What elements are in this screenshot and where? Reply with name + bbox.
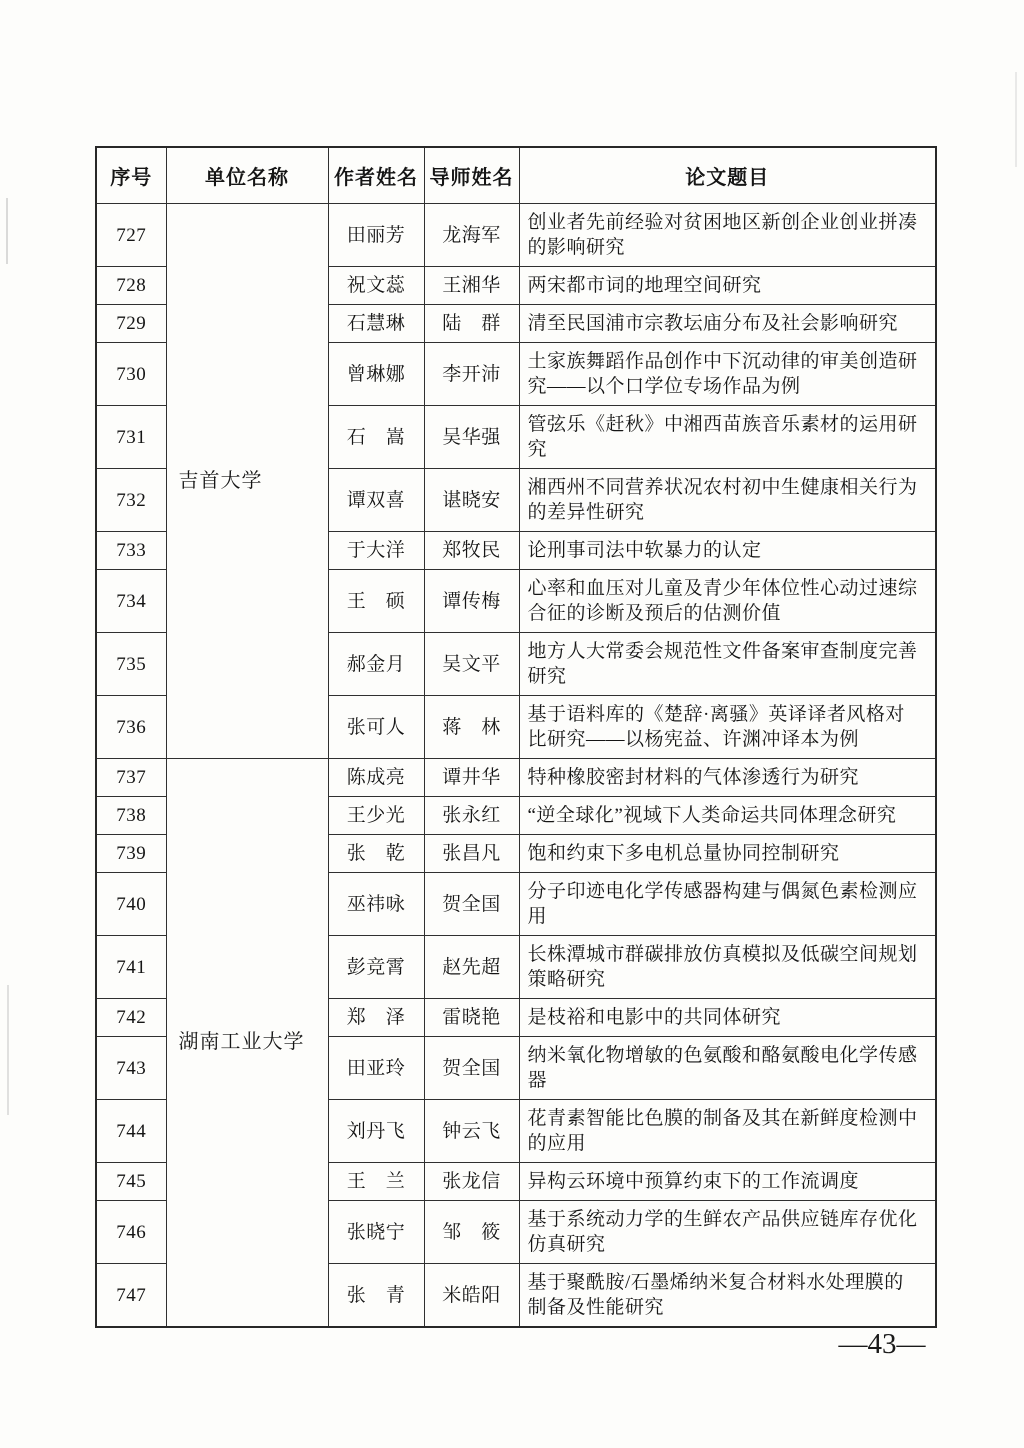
thesis-title-cell: 特种橡胶密封材料的气体渗透行为研究: [519, 759, 936, 797]
thesis-title-cell: “逆全球化”视域下人类命运共同体理念研究: [519, 797, 936, 835]
serial-cell: 744: [96, 1100, 166, 1163]
author-cell: 王少光: [328, 797, 424, 835]
serial-cell: 734: [96, 570, 166, 633]
header-serial-number: 序号: [96, 147, 166, 204]
thesis-title-cell: 纳米氧化物增敏的色氨酸和酪氨酸电化学传感器: [519, 1037, 936, 1100]
author-cell: 陈成亮: [328, 759, 424, 797]
author-cell: 彭竞霄: [328, 936, 424, 999]
author-cell: 田亚玲: [328, 1037, 424, 1100]
supervisor-cell: 谭井华: [424, 759, 519, 797]
thesis-title-cell: 论刑事司法中软暴力的认定: [519, 532, 936, 570]
header-supervisor-name: 导师姓名: [424, 147, 519, 204]
supervisor-cell: 贺全国: [424, 873, 519, 936]
author-cell: 石慧琳: [328, 305, 424, 343]
supervisor-cell: 张龙信: [424, 1163, 519, 1201]
serial-cell: 740: [96, 873, 166, 936]
thesis-title-cell: 湘西州不同营养状况农村初中生健康相关行为的差异性研究: [519, 469, 936, 532]
thesis-title-cell: 管弦乐《赶秋》中湘西苗族音乐素材的运用研究: [519, 406, 936, 469]
supervisor-cell: 王湘华: [424, 267, 519, 305]
table-header-row: [96, 147, 936, 204]
supervisor-cell: 谭传梅: [424, 570, 519, 633]
author-cell: 王 兰: [328, 1163, 424, 1201]
serial-cell: 729: [96, 305, 166, 343]
thesis-title-cell: 是枝裕和电影中的共同体研究: [519, 999, 936, 1037]
supervisor-cell: 雷晓艳: [424, 999, 519, 1037]
author-cell: 郝金月: [328, 633, 424, 696]
author-cell: 于大洋: [328, 532, 424, 570]
author-cell: 祝文蕊: [328, 267, 424, 305]
table-row: [96, 204, 936, 267]
university-cell: 吉首大学: [166, 204, 328, 759]
thesis-title-cell: 土家族舞蹈作品创作中下沉动律的审美创造研究——以个口学位专场作品为例: [519, 343, 936, 406]
serial-cell: 732: [96, 469, 166, 532]
supervisor-cell: 吴文平: [424, 633, 519, 696]
university-cell: 湖南工业大学: [166, 759, 328, 1328]
supervisor-cell: 米皓阳: [424, 1264, 519, 1328]
supervisor-cell: 谌晓安: [424, 469, 519, 532]
header-author-name: 作者姓名: [328, 147, 424, 204]
serial-cell: 730: [96, 343, 166, 406]
serial-cell: 737: [96, 759, 166, 797]
thesis-table: [95, 146, 937, 1328]
serial-cell: 733: [96, 532, 166, 570]
supervisor-cell: 贺全国: [424, 1037, 519, 1100]
author-cell: 王 硕: [328, 570, 424, 633]
thesis-title-cell: 清至民国浦市宗教坛庙分布及社会影响研究: [519, 305, 936, 343]
supervisor-cell: 赵先超: [424, 936, 519, 999]
thesis-title-cell: 基于聚酰胺/石墨烯纳米复合材料水处理膜的制备及性能研究: [519, 1264, 936, 1328]
scan-artifact: [7, 985, 9, 1115]
supervisor-cell: 张昌凡: [424, 835, 519, 873]
serial-cell: 747: [96, 1264, 166, 1328]
supervisor-cell: 张永红: [424, 797, 519, 835]
author-cell: 田丽芳: [328, 204, 424, 267]
serial-cell: 735: [96, 633, 166, 696]
author-cell: 谭双喜: [328, 469, 424, 532]
author-cell: 郑 泽: [328, 999, 424, 1037]
supervisor-cell: 郑牧民: [424, 532, 519, 570]
serial-cell: 739: [96, 835, 166, 873]
scan-artifact: [1015, 72, 1017, 167]
thesis-title-cell: 两宋都市词的地理空间研究: [519, 267, 936, 305]
thesis-title-cell: 基于语料库的《楚辞·离骚》英译译者风格对比研究——以杨宪益、许渊冲译本为例: [519, 696, 936, 759]
page-number: —43—: [838, 1328, 926, 1360]
serial-cell: 731: [96, 406, 166, 469]
author-cell: 张 青: [328, 1264, 424, 1328]
serial-cell: 738: [96, 797, 166, 835]
author-cell: 巫祎咏: [328, 873, 424, 936]
supervisor-cell: 陆 群: [424, 305, 519, 343]
serial-cell: 743: [96, 1037, 166, 1100]
author-cell: 张晓宁: [328, 1201, 424, 1264]
serial-cell: 727: [96, 204, 166, 267]
serial-cell: 746: [96, 1201, 166, 1264]
supervisor-cell: 龙海军: [424, 204, 519, 267]
serial-cell: 736: [96, 696, 166, 759]
thesis-title-cell: 心率和血压对儿童及青少年体位性心动过速综合征的诊断及预后的估测价值: [519, 570, 936, 633]
supervisor-cell: 吴华强: [424, 406, 519, 469]
supervisor-cell: 钟云飞: [424, 1100, 519, 1163]
supervisor-cell: 蒋 林: [424, 696, 519, 759]
author-cell: 张可人: [328, 696, 424, 759]
author-cell: 石 嵩: [328, 406, 424, 469]
header-unit-name: 单位名称: [166, 147, 328, 204]
author-cell: 曾琳娜: [328, 343, 424, 406]
thesis-title-cell: 基于系统动力学的生鲜农产品供应链库存优化仿真研究: [519, 1201, 936, 1264]
supervisor-cell: 李开沛: [424, 343, 519, 406]
thesis-title-cell: 创业者先前经验对贫困地区新创企业创业拼凑的影响研究: [519, 204, 936, 267]
header-thesis-title: 论文题目: [519, 147, 936, 204]
scan-artifact: [6, 198, 8, 264]
serial-cell: 745: [96, 1163, 166, 1201]
author-cell: 张 乾: [328, 835, 424, 873]
serial-cell: 742: [96, 999, 166, 1037]
thesis-title-cell: 饱和约束下多电机总量协同控制研究: [519, 835, 936, 873]
table-row: [96, 759, 936, 797]
author-cell: 刘丹飞: [328, 1100, 424, 1163]
supervisor-cell: 邹 筱: [424, 1201, 519, 1264]
thesis-title-cell: 长株潭城市群碳排放仿真模拟及低碳空间规划策略研究: [519, 936, 936, 999]
thesis-title-cell: 花青素智能比色膜的制备及其在新鲜度检测中的应用: [519, 1100, 936, 1163]
serial-cell: 741: [96, 936, 166, 999]
thesis-title-cell: 地方人大常委会规范性文件备案审查制度完善研究: [519, 633, 936, 696]
serial-cell: 728: [96, 267, 166, 305]
thesis-title-cell: 异构云环境中预算约束下的工作流调度: [519, 1163, 936, 1201]
thesis-title-cell: 分子印迹电化学传感器构建与偶氮色素检测应用: [519, 873, 936, 936]
